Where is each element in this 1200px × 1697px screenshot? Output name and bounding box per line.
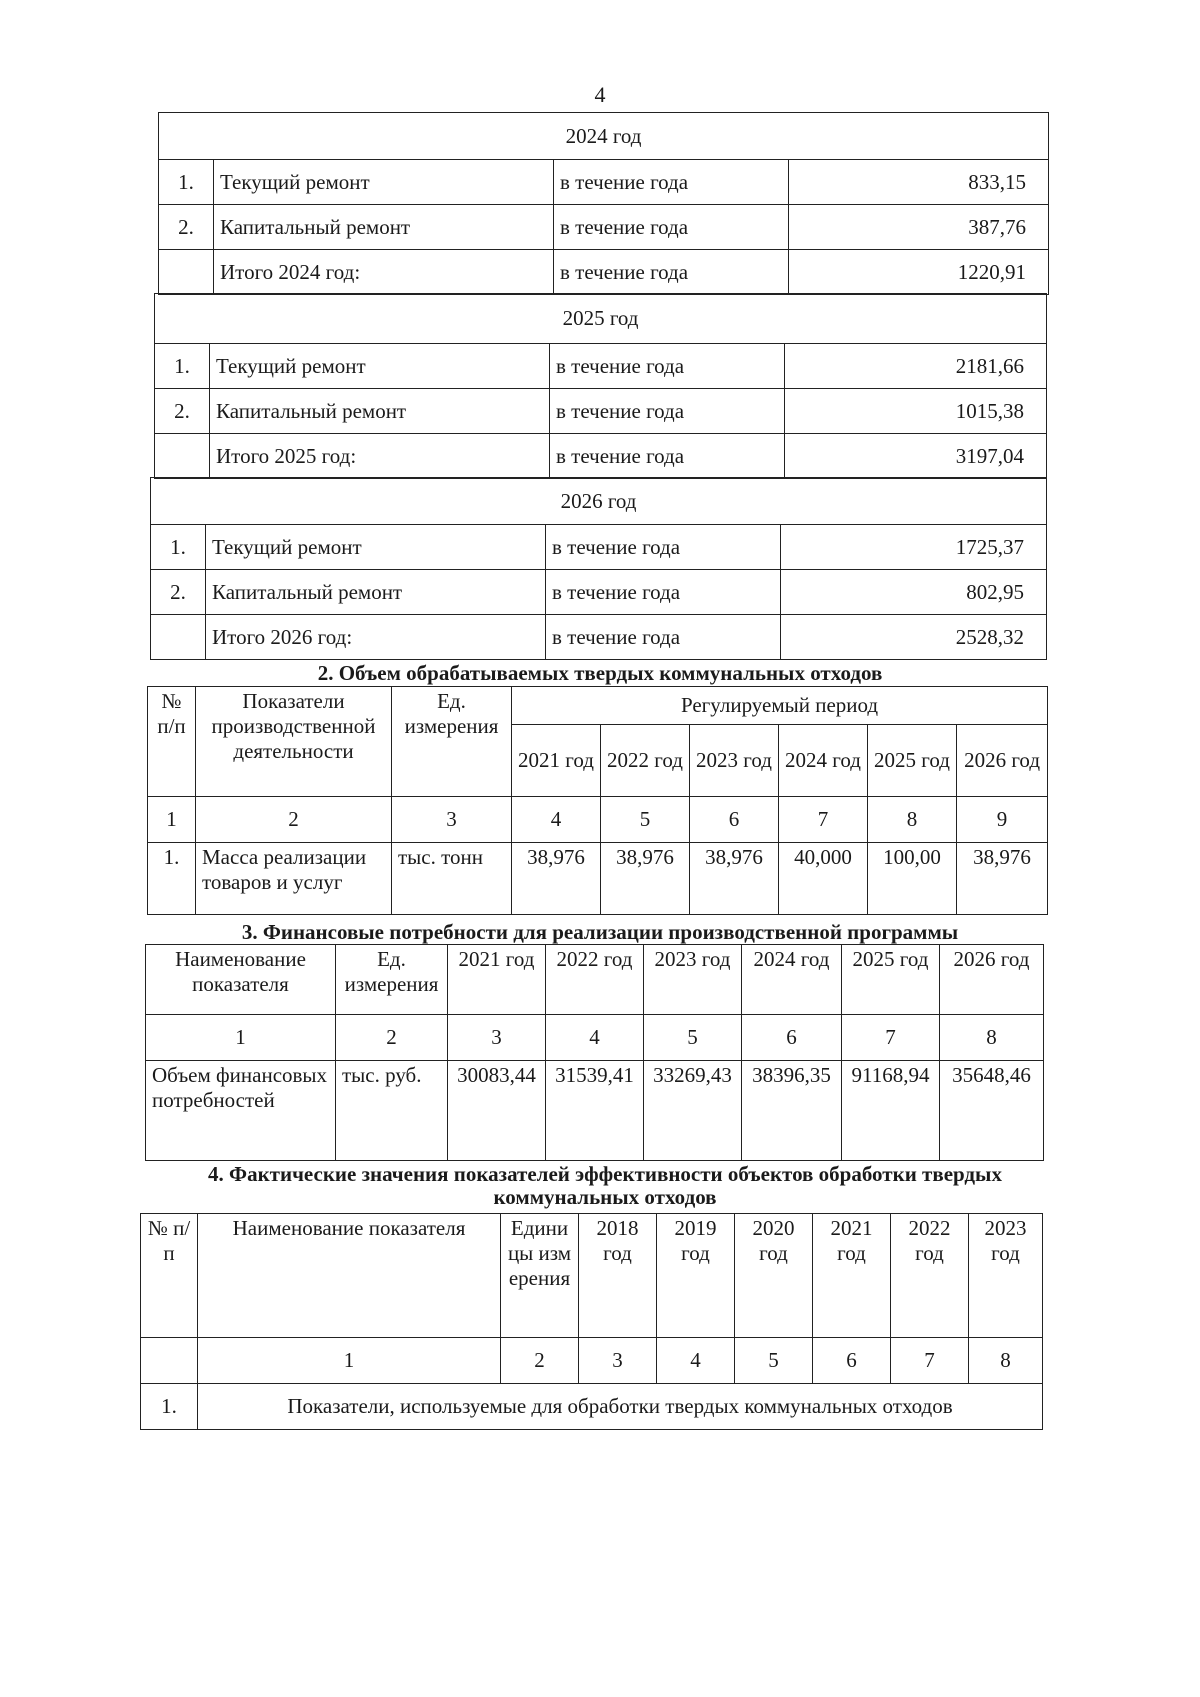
item-value: 833,15 xyxy=(789,160,1049,205)
row-number xyxy=(151,615,206,660)
header-number: № п/п xyxy=(148,687,196,797)
repair-table-2026 xyxy=(150,477,1047,660)
year-column: 2023 год xyxy=(690,725,779,797)
header-unit: Ед. измерения xyxy=(392,687,512,797)
item-value: 1015,38 xyxy=(785,389,1047,434)
row-number: 2. xyxy=(151,570,206,615)
header-name: Наименование показателя xyxy=(198,1214,501,1338)
item-period: в течение года xyxy=(554,250,789,295)
repair-table-2025 xyxy=(154,293,1047,479)
total-value: 2528,32 xyxy=(781,615,1047,660)
item-period: в течение года xyxy=(546,570,781,615)
year-column: 2019 год xyxy=(657,1214,735,1338)
item-name: Текущий ремонт xyxy=(210,344,550,389)
column-number: 4 xyxy=(512,797,601,843)
indicator-value: 30083,44 xyxy=(448,1061,546,1161)
year-column: 2024 год xyxy=(742,945,842,1015)
section-2-title: 2. Объем обрабатываемых твердых коммунальных отходов xyxy=(317,661,883,685)
column-number: 2 xyxy=(196,797,392,843)
year-column: 2022 год xyxy=(601,725,690,797)
header-indicator: Показатели производственной деятельности xyxy=(196,687,392,797)
item-period: в течение года xyxy=(554,160,789,205)
column-number: 4 xyxy=(657,1338,735,1384)
column-number: 2 xyxy=(336,1015,448,1061)
row-number: 1. xyxy=(159,160,214,205)
year-header: 2026 год xyxy=(151,478,1047,525)
indicator-name: Масса реализации товаров и услуг xyxy=(196,843,392,915)
item-name: Текущий ремонт xyxy=(214,160,554,205)
year-column: 2025 год xyxy=(842,945,940,1015)
column-number: 3 xyxy=(392,797,512,843)
year-column: 2020 год xyxy=(735,1214,813,1338)
row-number: 2. xyxy=(155,389,210,434)
header-number: № п/п xyxy=(141,1214,198,1338)
row-number: 1. xyxy=(151,525,206,570)
item-name: Текущий ремонт xyxy=(206,525,546,570)
item-period: в течение года xyxy=(546,615,781,660)
column-number: 8 xyxy=(940,1015,1044,1061)
column-number: 4 xyxy=(546,1015,644,1061)
indicator-value: 38,976 xyxy=(690,843,779,915)
page-number: 4 xyxy=(594,82,606,107)
item-period: в течение года xyxy=(550,389,785,434)
year-column: 2026 год xyxy=(940,945,1044,1015)
row-number: 1. xyxy=(155,344,210,389)
column-number: 1 xyxy=(146,1015,336,1061)
column-number: 6 xyxy=(742,1015,842,1061)
column-number: 8 xyxy=(969,1338,1043,1384)
financial-needs-table xyxy=(145,944,1044,1161)
header-regulated-period: Регулируемый период xyxy=(512,687,1048,725)
column-number: 3 xyxy=(448,1015,546,1061)
header-name: Наименование показателя xyxy=(146,945,336,1015)
column-number: 8 xyxy=(868,797,957,843)
year-column: 2023 год xyxy=(969,1214,1043,1338)
item-value: 387,76 xyxy=(789,205,1049,250)
indicator-value: 38,976 xyxy=(512,843,601,915)
column-number: 7 xyxy=(891,1338,969,1384)
efficiency-indicators-table xyxy=(140,1213,1043,1430)
column-number: 5 xyxy=(601,797,690,843)
indicator-unit: тыс. тонн xyxy=(392,843,512,915)
item-name: Капитальный ремонт xyxy=(210,389,550,434)
section-3-title: 3. Финансовые потребности для реализации производственной программы xyxy=(241,920,959,944)
year-column: 2022 год xyxy=(891,1214,969,1338)
item-name: Капитальный ремонт xyxy=(214,205,554,250)
header-unit: Единицы измерения xyxy=(501,1214,579,1338)
header-unit: Ед. измерения xyxy=(336,945,448,1015)
indicator-value: 91168,94 xyxy=(842,1061,940,1161)
total-label: Итого 2024 год: xyxy=(214,250,554,295)
column-number: 1 xyxy=(198,1338,501,1384)
total-value: 1220,91 xyxy=(789,250,1049,295)
item-period: в течение года xyxy=(550,344,785,389)
indicator-name: Объем финансовых потребностей xyxy=(146,1061,336,1161)
indicator-value: 31539,41 xyxy=(546,1061,644,1161)
column-number: 5 xyxy=(735,1338,813,1384)
indicator-value: 100,00 xyxy=(868,843,957,915)
total-label: Итого 2025 год: xyxy=(210,434,550,479)
column-number: 2 xyxy=(501,1338,579,1384)
row-number: 2. xyxy=(159,205,214,250)
repair-table-2024 xyxy=(158,112,1049,295)
column-number: 9 xyxy=(957,797,1048,843)
total-label: Итого 2026 год: xyxy=(206,615,546,660)
column-number: 3 xyxy=(579,1338,657,1384)
year-header: 2025 год xyxy=(155,294,1047,344)
item-name: Капитальный ремонт xyxy=(206,570,546,615)
waste-volume-table xyxy=(147,686,1048,915)
total-value: 3197,04 xyxy=(785,434,1047,479)
row-number: 1. xyxy=(141,1384,198,1430)
indicator-value: 38,976 xyxy=(601,843,690,915)
indicator-value: 38,976 xyxy=(957,843,1048,915)
year-column: 2022 год xyxy=(546,945,644,1015)
indicator-group-label: Показатели, используемые для обработки твердых коммунальных отходов xyxy=(198,1384,1043,1430)
item-period: в течение года xyxy=(554,205,789,250)
indicator-value: 38396,35 xyxy=(742,1061,842,1161)
column-number: 6 xyxy=(813,1338,891,1384)
item-value: 2181,66 xyxy=(785,344,1047,389)
year-column: 2023 год xyxy=(644,945,742,1015)
year-column: 2021 год xyxy=(512,725,601,797)
indicator-value: 40,000 xyxy=(779,843,868,915)
section-4-title: 4. Фактические значения показателей эффективности объектов обработки твердых коммунальных отходов xyxy=(208,1162,1002,1209)
row-number xyxy=(159,250,214,295)
column-number: 1 xyxy=(148,797,196,843)
item-value: 802,95 xyxy=(781,570,1047,615)
item-value: 1725,37 xyxy=(781,525,1047,570)
year-column: 2021 год xyxy=(813,1214,891,1338)
indicator-unit: тыс. руб. xyxy=(336,1061,448,1161)
year-column: 2021 год xyxy=(448,945,546,1015)
row-number: 1. xyxy=(148,843,196,915)
column-number: 7 xyxy=(842,1015,940,1061)
item-period: в течение года xyxy=(546,525,781,570)
year-column: 2018 год xyxy=(579,1214,657,1338)
year-column: 2024 год xyxy=(779,725,868,797)
row-number xyxy=(155,434,210,479)
year-column: 2026 год xyxy=(957,725,1048,797)
column-number: 7 xyxy=(779,797,868,843)
column-number: 6 xyxy=(690,797,779,843)
column-number: 5 xyxy=(644,1015,742,1061)
year-header: 2024 год xyxy=(159,113,1049,160)
indicator-value: 33269,43 xyxy=(644,1061,742,1161)
indicator-value: 35648,46 xyxy=(940,1061,1044,1161)
item-period: в течение года xyxy=(550,434,785,479)
year-column: 2025 год xyxy=(868,725,957,797)
